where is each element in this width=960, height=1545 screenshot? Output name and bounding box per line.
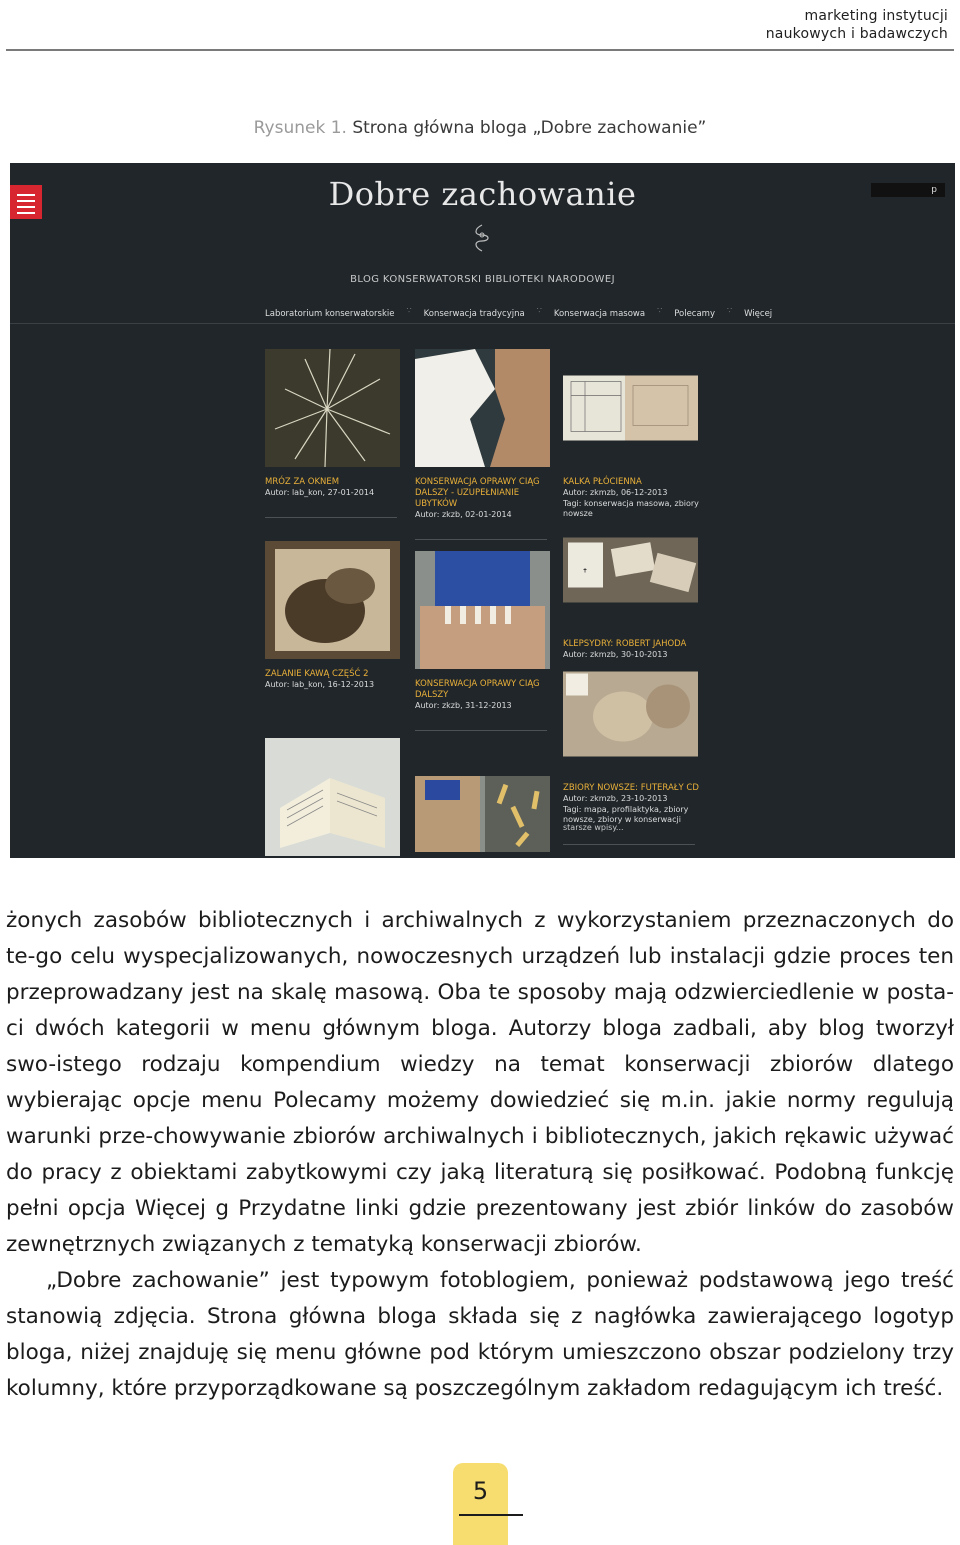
post-meta: Autor: zkmzb, 23-10-2013 bbox=[563, 794, 668, 803]
post-card[interactable] bbox=[415, 551, 555, 731]
menu-label: Konserwacja masowa bbox=[553, 309, 646, 319]
post-card[interactable] bbox=[265, 349, 405, 518]
post-meta: Autor: zkmzb, 06-12-2013 bbox=[563, 488, 668, 497]
figure-caption bbox=[0, 118, 960, 138]
menu-separator-icon: ∵ bbox=[657, 306, 663, 315]
post-title[interactable]: ZALANIE KAWĄ CZĘŚĆ 2 bbox=[265, 669, 369, 679]
menu-rule bbox=[10, 323, 955, 324]
blog-subtitle: BLOG KONSERWATORSKI BIBLIOTEKI NARODOWEJ bbox=[350, 274, 615, 285]
post-thumbnail bbox=[415, 551, 550, 669]
post-meta: Autor: zkzb, 02-01-2014 bbox=[415, 510, 512, 519]
menu-label: Laboratorium konserwatorskie bbox=[265, 309, 395, 319]
post-divider bbox=[415, 539, 547, 540]
blog-screenshot bbox=[10, 163, 955, 858]
page-number-tab bbox=[453, 1463, 508, 1545]
post-title[interactable]: KLEPSYDRY: ROBERT JAHODA bbox=[563, 639, 687, 649]
blog-title: Dobre zachowanie bbox=[328, 175, 637, 213]
menu-separator-icon: ∵ bbox=[406, 306, 412, 315]
post-thumbnail bbox=[563, 655, 698, 773]
older-posts-link[interactable]: starsze wpisy... bbox=[563, 823, 624, 832]
menu-item-masowa[interactable] bbox=[554, 306, 657, 322]
figure-number: Rysunek 1. bbox=[253, 118, 347, 138]
menu-item-wiecej[interactable] bbox=[744, 306, 784, 322]
post-thumbnail bbox=[563, 349, 698, 467]
post-divider bbox=[563, 844, 695, 845]
post-meta: Autor: zkzb, 31-12-2013 bbox=[415, 701, 512, 710]
menu-separator-icon: ∵ bbox=[727, 306, 733, 315]
main-menu bbox=[265, 306, 784, 322]
post-card[interactable] bbox=[415, 755, 555, 858]
post-title[interactable]: KONSERWACJA OPRAWY CIĄG DALSZY bbox=[415, 679, 540, 700]
post-thumbnail bbox=[265, 738, 400, 856]
post-title[interactable]: KALKA PŁÓCIENNA bbox=[563, 477, 642, 487]
paragraph: żonych zasobów bibliotecznych i archiwalnych z wykorzystaniem przeznaczonych do te-go celu wyspecjalizowanych, nowoczesnych urządzeń lub instalacji gdzie proces ten przeprowadzany jest na skalę masową. Oba te sposoby mają odzwierciedlenie w posta-ci dwóch kategorii w menu głównym bloga. Autorzy bloga zadbali, aby blog tworzył swo-istego rodzaju kompendium wiedzy na temat konserwacji zbiorów dlatego wybierając opcje menu Polecamy możemy dowiedzieć się m.in. jakie normy regulują warunki prze-chowywanie zbiorów archiwalnych i bibliotecznych, jakich rękawic używać do pracy z obiektami zabytkowymi czy jaką literaturą się posiłkować. Podobną funkcję pełni opcja Więcej g Przydatne linki gdzie prezentowany jest zbiór linków do zasobów zewnętrznych związanych z tematyką konserwacji zbiorów. bbox=[6, 908, 954, 1257]
post-meta: Autor: lab_kon, 27-01-2014 bbox=[265, 488, 375, 497]
article-body bbox=[6, 903, 954, 1407]
post-meta: Autor: lab_kon, 16-12-2013 bbox=[265, 680, 375, 689]
post-thumbnail bbox=[265, 349, 400, 467]
post-card[interactable] bbox=[265, 541, 405, 691]
post-card[interactable] bbox=[265, 738, 405, 858]
page-header bbox=[0, 0, 960, 50]
post-meta: Autor: zkmzb, 30-10-2013 bbox=[563, 650, 668, 659]
menu-label: Więcej bbox=[744, 309, 773, 319]
page-number: 5 bbox=[472, 1477, 489, 1505]
search-icon: p bbox=[931, 185, 937, 195]
post-thumbnail bbox=[415, 755, 550, 858]
post-tags: Tagi: konserwacja masowa, zbiory nowsze bbox=[563, 498, 699, 518]
paragraph: „Dobre zachowanie” jest typowym fotoblogiem, ponieważ podstawową jego treść stanowią zdjęcia. Strona główna bloga składa się z nagłówka zawierającego logotyp bloga, niżej znajduję się menu główne pod którym umieszczono obszar podzielony trzy kolumny, które przyporządkowane są poszczególnym zakładom redagującym ich treść. bbox=[6, 1268, 954, 1401]
figure-caption-text: Strona główna bloga „Dobre zachowanie” bbox=[352, 118, 707, 138]
menu-item-tradycyjna[interactable] bbox=[424, 306, 537, 322]
post-divider bbox=[265, 517, 397, 518]
menu-item-laboratorium[interactable] bbox=[265, 306, 407, 322]
svg-text:✝: ✝ bbox=[582, 567, 588, 575]
post-title[interactable]: KONSERWACJA OPRAWY CIĄG DALSZY - UZUPEŁNIANIE UBYTKÓW bbox=[415, 477, 540, 509]
post-thumbnail bbox=[563, 511, 698, 629]
ornament-icon bbox=[470, 223, 494, 253]
header-rule bbox=[6, 49, 954, 51]
post-card[interactable] bbox=[563, 655, 703, 845]
page-number-underline bbox=[459, 1514, 523, 1516]
header-line-2: naukowych i badawczych bbox=[765, 26, 948, 42]
header-line-1: marketing instytucji bbox=[804, 8, 948, 24]
post-card[interactable] bbox=[415, 349, 555, 540]
menu-label: Konserwacja tradycyjna bbox=[423, 309, 525, 319]
post-title[interactable]: ZBIORY NOWSZE: FUTERAŁY CD bbox=[563, 783, 699, 793]
post-tags: Tagi: mapa, profilaktyka, zbiory nowsze, zbiory w konserwacji bbox=[563, 804, 689, 824]
post-title[interactable]: MRÓZ ZA OKNEM bbox=[265, 477, 340, 487]
post-divider bbox=[415, 730, 547, 731]
post-thumbnail bbox=[415, 349, 550, 467]
menu-label: Polecamy bbox=[674, 309, 715, 319]
post-thumbnail bbox=[265, 541, 400, 659]
menu-item-polecamy[interactable] bbox=[674, 306, 727, 322]
menu-separator-icon: ∵ bbox=[536, 306, 542, 315]
